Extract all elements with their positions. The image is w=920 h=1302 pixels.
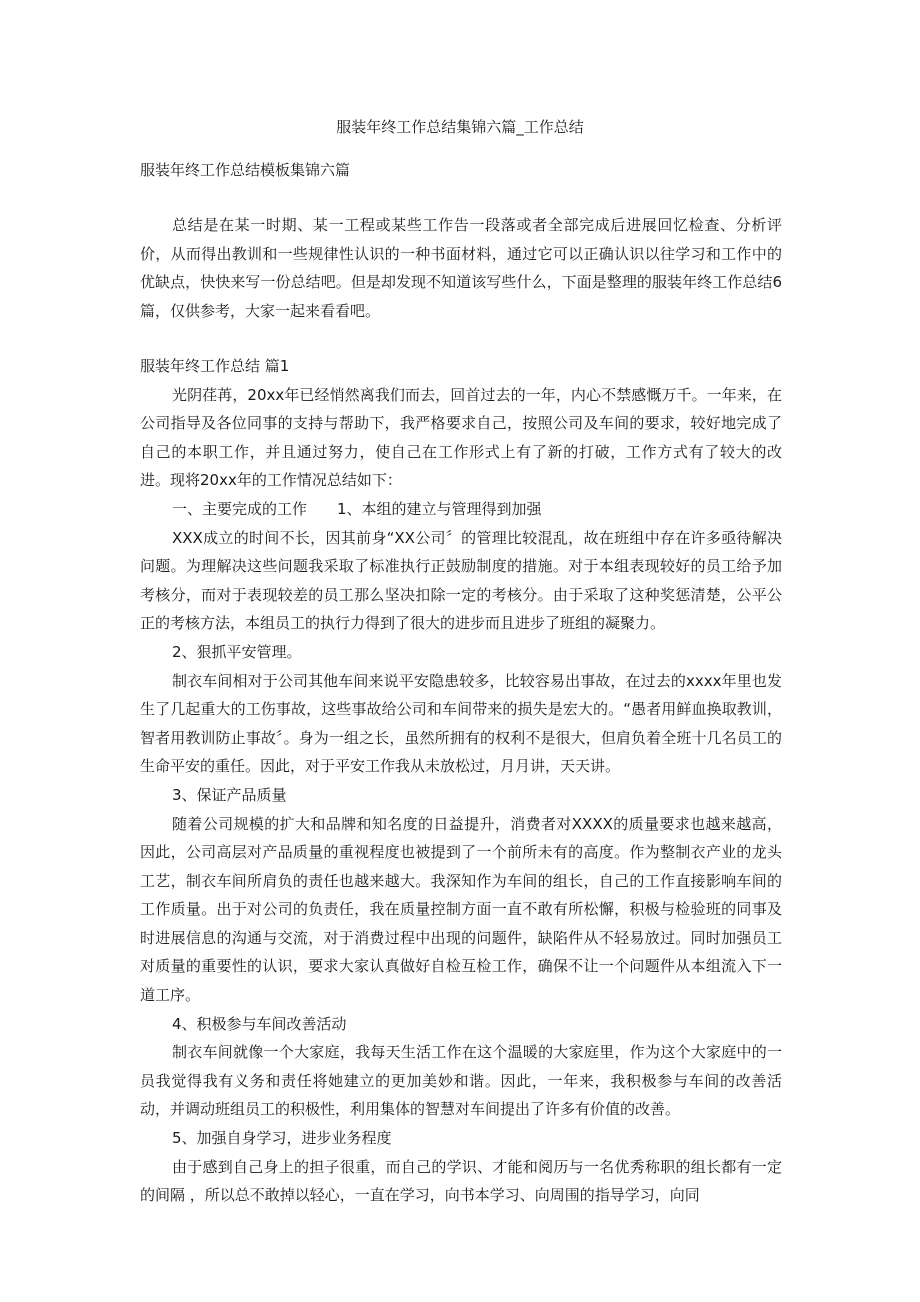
- document-subtitle: 服装年终工作总结模板集锦六篇: [140, 161, 351, 179]
- item-5-heading: 5、加强自身学习，进步业务程度: [172, 1129, 392, 1148]
- intro-paragraph: 总结是在某一时期、某一工程或某些工作告一段落或者全部完成后进展回忆检查、分析评价，从而得出教训和一些规律性认识的一种书面材料，通过它可以正确认识以往学习和工作中的优缺点，快快来写一份总结吧。但是却发现不知道该写些什么，下面是整理的服装年终工作总结6篇，仅供参考，大家一起来看看吧。: [140, 216, 782, 320]
- document-title: 服装年终工作总结集锦六篇_工作总结: [336, 118, 584, 136]
- item-1-heading-line: [140, 495, 782, 524]
- item-4-heading: 4、积极参与车间改善活动: [172, 1014, 347, 1033]
- item-3-body: 随着公司规模的扩大和品牌和知名度的日益提升，消费者对XXXX的质量要求也越来越高，因此，公司高层对产品质量的重视程度也被提到了一个前所未有的高度。作为整制衣产业的龙头工艺，制衣车间所肩负的责任也越来越大。我深知作为车间的组长，自己的工作直接影响车间的工作质量。出于对公司的负责任，我在质量控制方面一直不敢有所松懈，积极与检验班的同事及时进展信息的沟通与交流，对于消费过程中出现的问题件，缺陷件从不轻易放过。同时加强员工对质量的重要性的认识，要求大家认真做好自检互检工作，确保不让一个问题件从本组流入下一道工序。: [140, 814, 782, 1005]
- item-5-body: 由于感到自己身上的担子很重，而自己的学识、才能和阅历与一名优秀称职的组长都有一定的间隔 ，所以总不敢掉以轻心，一直在学习，向书本学习、向周围的指导学习，向同: [140, 1157, 782, 1205]
- item-4-body: 制衣车间就像一个大家庭，我每天生活工作在这个温暖的大家庭里，作为这个大家庭中的一员我觉得我有义务和责任将她建立的更加美妙和谐。因此，一年来，我积极参与车间的改善活动，并调动班组员工的积极性，利用集体的智慧对车间提出了许多有价值的改善。: [140, 1043, 782, 1119]
- section-heading: 服装年终工作总结 篇1: [140, 357, 290, 375]
- item-1-main-heading: 一、主要完成的工作: [172, 499, 308, 518]
- section-1: [140, 352, 782, 1210]
- item-2-body: 制衣车间相对于公司其他车间来说平安隐患较多，比较容易出事故，在过去的xxxx年里也发生了几起重大的工伤事故，这些事故给公司和车间带来的损失是宏大的。“愚者用鲜血换取教训，智者用教训防止事故〞。身为一组之长，虽然所拥有的权利不是很大，但肩负着全班十几名员工的生命平安的重任。因此，对于平安工作我从未放松过，月月讲，天天讲。: [140, 671, 782, 776]
- section-intro-paragraph: 光阴荏苒，20xx年已经悄然离我们而去，回首过去的一年，内心不禁感慨万千。一年来，在公司指导及各位同事的支持与帮助下，我严格要求自己，按照公司及车间的要求，较好地完成了自己的本职工作，并且通过努力，使自己在工作形式上有了新的打破，工作方式有了较大的改进。现将20xx年的工作情况总结如下：: [140, 385, 782, 490]
- item-2-heading: 2、狠抓平安管理。: [172, 642, 302, 661]
- item-3-heading: 3、保证产品质量: [172, 785, 287, 804]
- item-1-sub-heading: 1、本组的建立与管理得到加强: [337, 499, 542, 518]
- item-1-body: XXX成立的时间不长，因其前身“XX公司〞的管理比较混乱，故在班组中存在许多亟待解决问题。为理解决这些问题我采取了标准执行正鼓励制度的措施。对于本组表现较好的员工给予加考核分，而对于表现较差的员工那么坚决扣除一定的考核分。由于采取了这种奖惩清楚，公平公正的考核方法，本组员工的执行力得到了很大的进步而且进步了班组的凝聚力。: [140, 528, 782, 633]
